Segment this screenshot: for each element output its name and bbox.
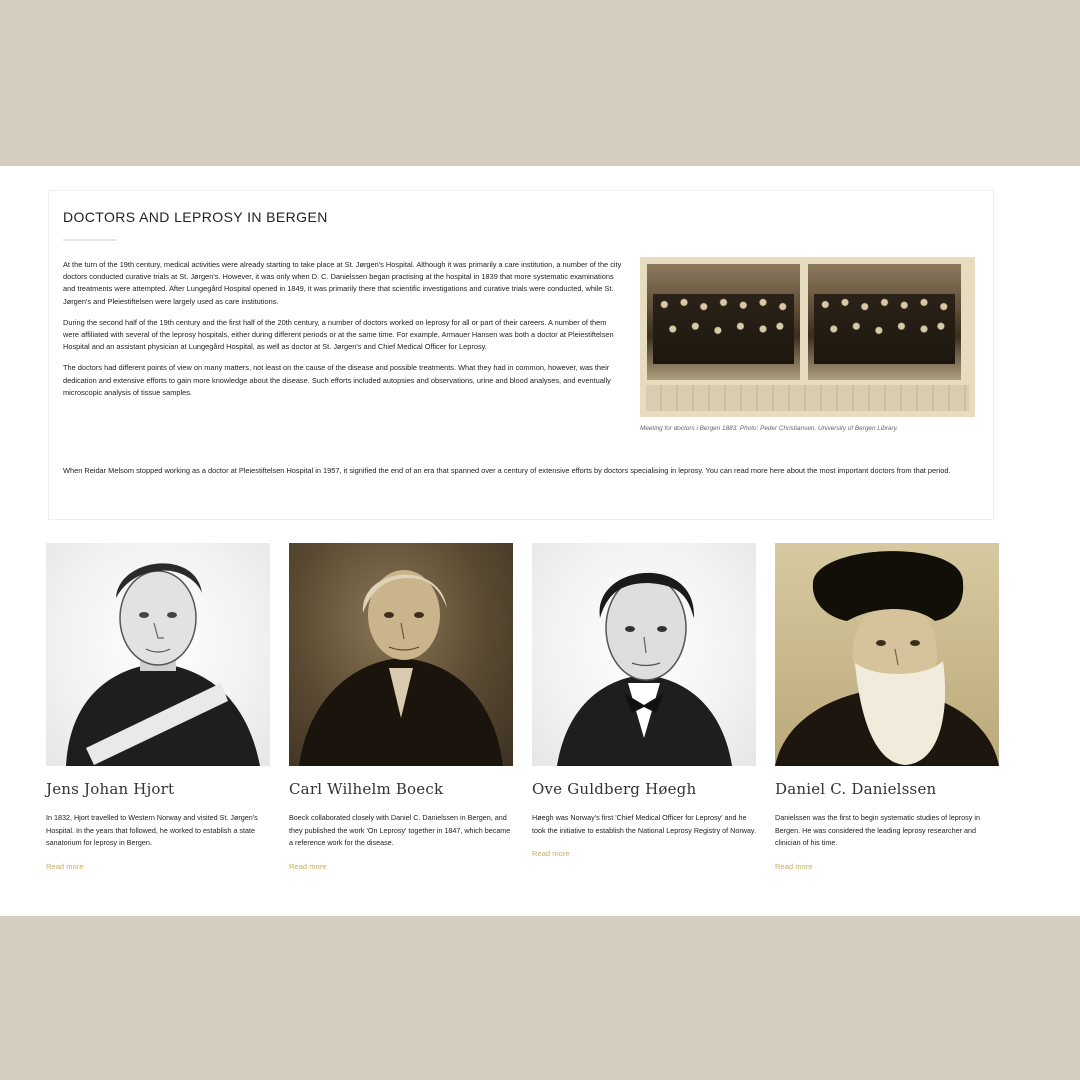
- doctor-card-hoegh: [532, 543, 756, 858]
- doctor-name[interactable]: Ove Guldberg Høegh: [532, 780, 697, 798]
- portrait-image[interactable]: [775, 543, 999, 766]
- intro-paragraph: During the second half of the 19th century and the first half of the 20th century, a number of doctors worked on leprosy for all or part of their careers. A number of them were affiliated with several of the leprosy hospitals, either during different periods or at the same time. For example, Armauer Hansen was both a doctor at Pleiestiftelsen Hospital and an assistant physician at Lungegård Hospital, as well as doctor at St. Jørgen's and Chief Medical Officer for Leprosy.: [63, 317, 614, 352]
- doctor-card-danielssen: [775, 543, 999, 871]
- doctor-card-boeck: [289, 543, 513, 871]
- page-content: [0, 166, 1080, 916]
- portrait-image[interactable]: [46, 543, 270, 766]
- doctor-name[interactable]: Daniel C. Danielssen: [775, 780, 937, 798]
- photo-name-strip: [646, 385, 969, 411]
- doctor-name[interactable]: Jens Johan Hjort: [46, 780, 175, 798]
- intro-text: [63, 259, 623, 408]
- intro-closing-paragraph: When Reidar Melsom stopped working as a doctor at Pleiestiftelsen Hospital in 1957, it signified the end of an era that spanned over a century of extensive efforts by doctors specialising in leprosy. You can read more here about the most important doctors from that period.: [63, 466, 951, 475]
- group-photo-left: [647, 264, 800, 380]
- photo-caption: Meeting for doctors i Bergen 1883. Photo: Peder Christiansen. University of Bergen Library.: [640, 425, 899, 432]
- doctor-bio: In 1832, Hjort travelled to Western Norway and visited St. Jørgen's Hospital. In the years that followed, he worked to establish a state sanatorium for leprosy in Bergen.: [46, 813, 258, 848]
- intro-paragraph: The doctors had different points of view on many matters, not least on the cause of the disease and possible treatments. What they had in common, however, was their dedication and extensive efforts to gain more knowledge about the disease. Such efforts included autopsies and observations, urine and blood analyses, and eventually microscopic analysis of tissue samples.: [63, 363, 611, 397]
- read-more-link[interactable]: Read more: [289, 861, 327, 871]
- doctor-card-hjort: [46, 543, 270, 871]
- doctor-bio: Danielssen was the first to begin systematic studies of leprosy in Bergen. He was considered the leading leprosy researcher and clinician of his time.: [775, 813, 980, 848]
- doctor-bio: Høegh was Norway's first 'Chief Medical Officer for Leprosy' and he took the initiative to establish the National Leprosy Registry of Norway.: [532, 813, 756, 835]
- intro-paragraph: At the turn of the 19th century, medical activities were already starting to take place at St. Jørgen's Hospital. Although it was primarily a care institution, a number of the city doctors conducted curative trials at St. Jørgen's. However, it was only when D. C. Danielssen began practising at the hospital in 1839 that more systematic examinations and treatments were attempted. After Lungegård Hospital opened in 1849, it was primarily there that scientific investigations and curative trials were conducted, while St. Jørgen's and Pleiestiftelsen were largely used as care institutions.: [63, 260, 622, 306]
- title-divider: [63, 239, 117, 241]
- section-title: DOCTORS AND LEPROSY IN BERGEN: [63, 209, 328, 225]
- portrait-image[interactable]: [532, 543, 756, 766]
- intro-card: [48, 190, 994, 520]
- group-photo-right: [808, 264, 961, 380]
- doctor-bio: Boeck collaborated closely with Daniel C. Danielssen in Bergen, and they published the work 'On Leprosy' together in 1847, which became a reference work for the disease.: [289, 813, 511, 848]
- read-more-link[interactable]: Read more: [775, 861, 813, 871]
- portrait-image[interactable]: [289, 543, 513, 766]
- read-more-link[interactable]: Read more: [46, 861, 84, 871]
- read-more-link[interactable]: Read more: [532, 849, 570, 859]
- group-photo: [640, 257, 975, 417]
- doctor-name[interactable]: Carl Wilhelm Boeck: [289, 780, 444, 798]
